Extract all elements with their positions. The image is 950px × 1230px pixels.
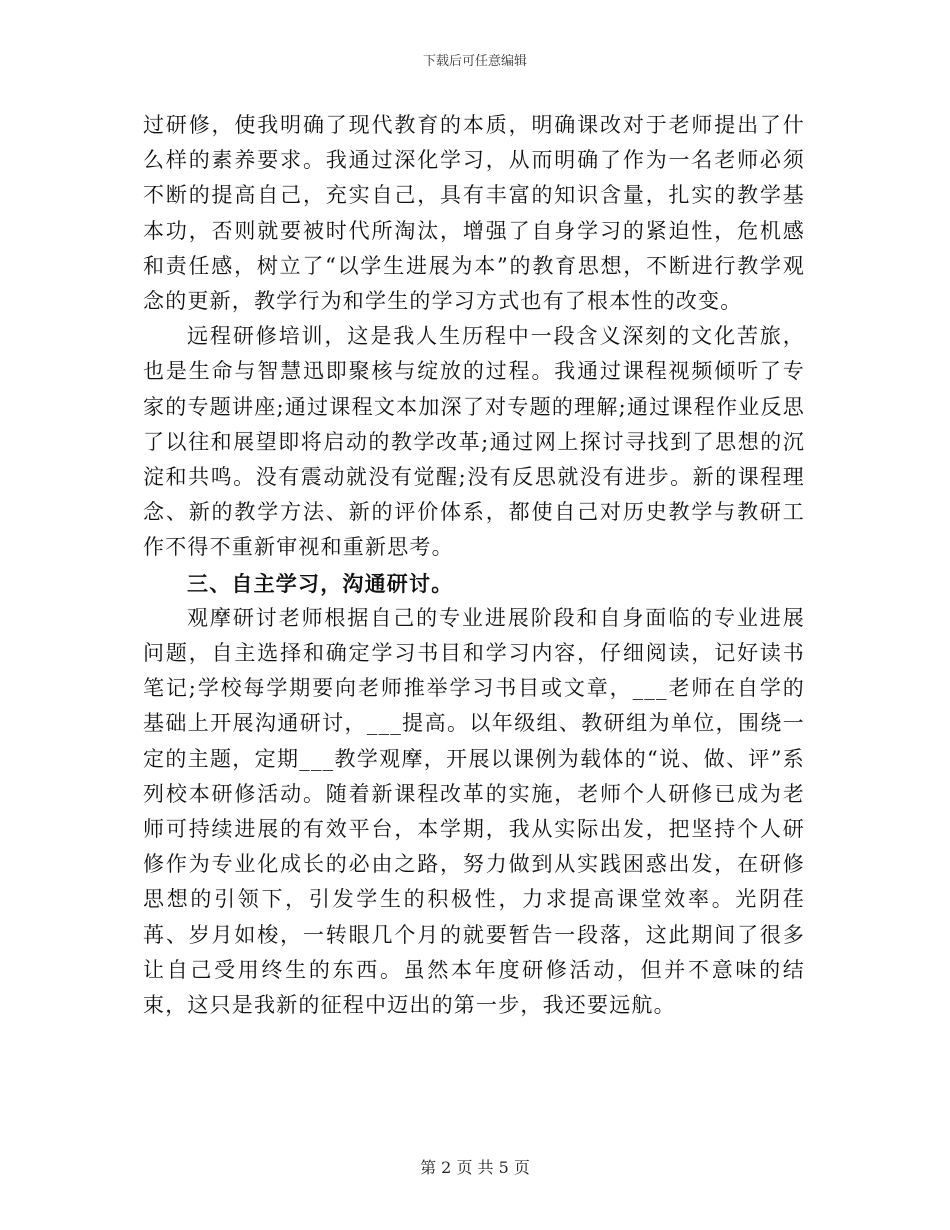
paragraph-continuation: 过研修，使我明确了现代教育的本质，明确课改对于老师提出了什么样的素养要求。我通过深化学习，从而明确了作为一名老师必须不断的提高自己，充实自己，具有丰富的知识含量，扎实的教学基本功，否则就要被时代所淘汰，增强了自身学习的紧迫性，危机感和责任感，树立了“以学生进展为本”的教育思想，不断进行教学观念的更新，教学行为和学生的学习方式也有了根本性的改变。 xyxy=(143,113,805,314)
paragraph-remote-training: 远程研修培训，这是我人生历程中一段含义深刻的文化苦旅，也是生命与智慧迅即聚核与绽放的过程。我通过课程视频倾听了专家的专题讲座;通过课程文本加深了对专题的理解;通过课程作业反思了以往和展望即将启动的教学改革;通过网上探讨寻找到了思想的沉淀和共鸣。没有震动就没有觉醒;没有反思就没有进步。新的课程理念、新的教学方法、新的评价体系，都使自己对历史教学与教研工作不得不重新审视和重新思考。 xyxy=(143,324,805,560)
page-number-footer: 第 2 页 共 5 页 xyxy=(420,1158,530,1177)
paragraph-observation-study: 观摩研讨老师根据自己的专业进展阶段和自身面临的专业进展问题，自主选择和确定学习书目和学习内容，仔细阅读，记好读书笔记;学校每学期要向老师推举学习书目或文章，___老师在自学的基础上开展沟通研讨，___提高。以年级组、教研组为单位，围绕一定的主题，定期___教学观摩，开展以课例为载体的“说、做、评”系列校本研修活动。随着新课程改革的实施，老师个人研修已成为老师可持续进展的有效平台，本学期，我从实际出发，把坚持个人研修作为专业化成长的必由之路，努力做到从实践困惑出发，在研修思想的引领下，引发学生的积极性，力求提高课堂效率。光阴荏苒、岁月如梭，一转眼几个月的就要暂告一段落，这此期间了很多让自己受用终生的东西。虽然本年度研修活动，但并不意味的结束，这只是我新的征程中迈出的第一步，我还要远航。 xyxy=(143,605,805,1018)
document-body xyxy=(143,108,805,1023)
page-header: 下载后可任意编辑 xyxy=(422,54,527,69)
section-heading-self-study: 三、自主学习，沟通研讨。 xyxy=(187,570,454,596)
